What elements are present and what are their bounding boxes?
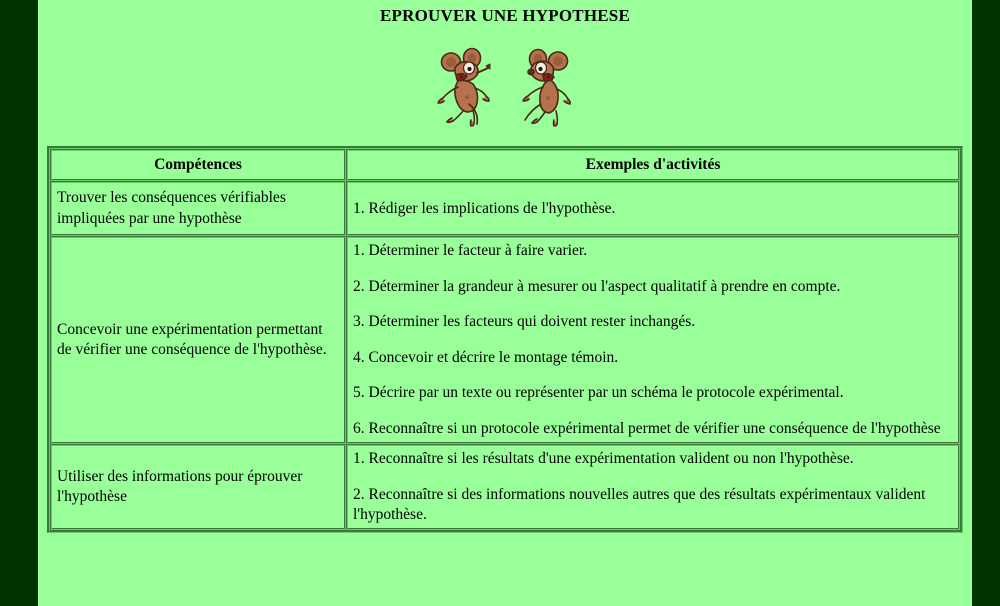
competence-cell: Concevoir une expérimentation permettant de vérifier une conséquence de l'hypothèse. — [50, 236, 346, 444]
page-content — [38, 0, 972, 606]
activity-item: 4. Concevoir et décrire le montage témoin. — [353, 348, 619, 366]
activities-cell — [346, 181, 960, 236]
activities-cell — [346, 236, 960, 444]
table-row — [50, 236, 960, 444]
activity-item: 3. Déterminer les facteurs qui doivent rester inchangés. — [353, 313, 696, 331]
page-title: EPROUVER UNE HYPOTHESE — [380, 6, 630, 25]
activities-cell — [346, 444, 960, 530]
table-row — [50, 181, 960, 236]
column-header-activites: Exemples d'activités — [346, 149, 960, 181]
activity-item: 6. Reconnaître si un protocole expérimental permet de vérifier une conséquence de l'hypothèse — [353, 419, 941, 437]
activity-item: 1. Déterminer le facteur à faire varier. — [353, 242, 588, 260]
mouse-cartoon-icon — [517, 42, 577, 127]
activity-item: 5. Décrire par un texte ou représenter par un schéma le protocole expérimental. — [353, 384, 844, 402]
table-row — [50, 444, 960, 530]
competence-cell: Utiliser des informations pour éprouver l'hypothèse — [50, 444, 346, 530]
activity-item: 1. Rédiger les implications de l'hypothèse. — [353, 199, 616, 217]
column-header-competences: Compétences — [50, 149, 346, 181]
activity-item: 1. Reconnaître si les résultats d'une expérimentation valident ou non l'hypothèse. — [353, 450, 854, 468]
table-header-row — [50, 149, 960, 181]
skills-table — [47, 146, 963, 533]
mice-spacer — [497, 45, 513, 46]
competence-cell: Trouver les conséquences vérifiables impliquées par une hypothèse — [50, 181, 346, 236]
decorative-mice-banner — [38, 42, 972, 130]
activity-item: 2. Déterminer la grandeur à mesurer ou l'aspect qualitatif à prendre en compte. — [353, 277, 841, 295]
activity-item: 2. Reconnaître si des informations nouvelles autres que des résultats expérimentaux valident l'hypothèse. — [353, 485, 926, 523]
mouse-cartoon-icon — [433, 42, 493, 127]
skills-table-container — [38, 146, 972, 533]
